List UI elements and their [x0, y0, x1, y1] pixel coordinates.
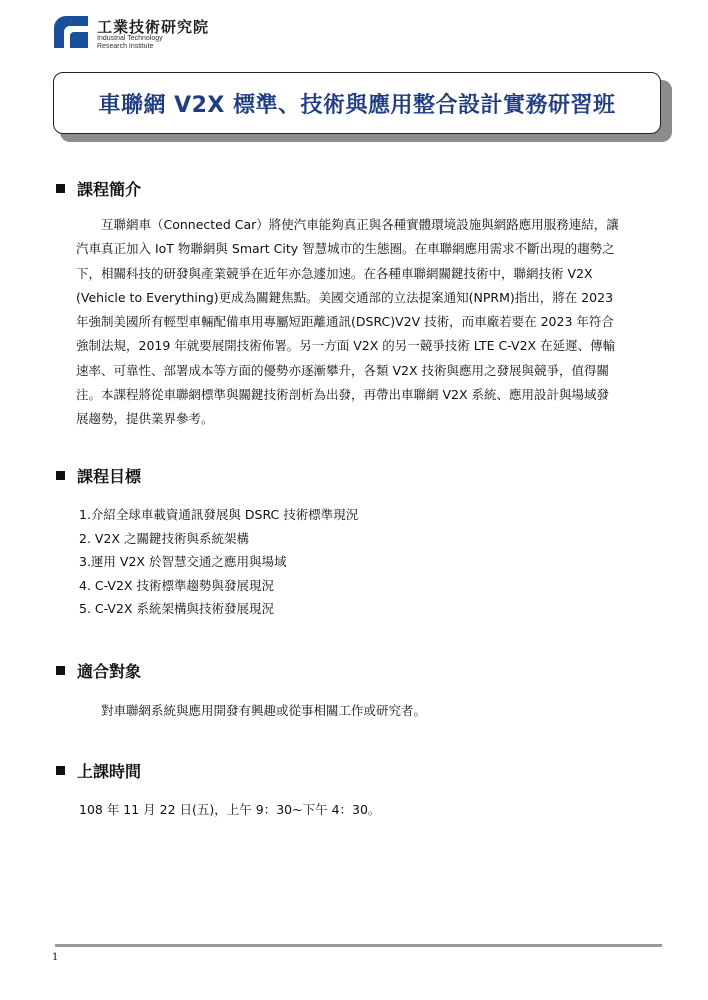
goal-item: 3.運用 V2X 於智慧交通之應用與場域 — [79, 554, 287, 569]
intro-line: 展趨勢，提供業界參考。 — [76, 411, 214, 427]
section-heading-text: 課程簡介 — [77, 180, 142, 199]
logo-name-zh: 工業技術研究院 — [97, 18, 210, 36]
goal-item: 1.介紹全球車載資通訊發展與 DSRC 技術標準現況 — [79, 507, 359, 522]
intro-line: 互聯網車（Connected Car）將使汽車能夠真正與各種實體環境設施與網路應用服務連結，讓 — [101, 217, 619, 232]
intro-line: 速率、可靠性、部署成本等方面的優勢亦逐漸攀升，各類 V2X 技術與應用之發展與競爭，值得關 — [76, 362, 610, 378]
page-number: 1 — [52, 952, 59, 963]
square-bullet-icon — [56, 666, 65, 675]
schedule-text: 108 年 11 月 22 日(五)，上午 9：30~下午 4：30。 — [79, 802, 381, 817]
goal-item: 5. C-V2X 系統架構與技術發展現況 — [79, 601, 274, 616]
itri-logo-icon — [54, 16, 88, 48]
intro-paragraph — [76, 213, 654, 432]
footer-divider — [55, 944, 662, 947]
section-heading-intro — [56, 177, 141, 200]
intro-line: 年強制美國所有輕型車輛配備車用專屬短距離通訊(DSRC)V2V 技術，而車廠若要在 2023 年符合 — [76, 314, 614, 330]
intro-line: 下，相關科技的研發與產業競爭在近年亦急遽加速。在各種車聯網關鍵技術中，聯網技術 V2X — [76, 265, 593, 281]
logo-name-en-line1: Industrial Technology — [97, 35, 163, 42]
section-heading-text: 適合對象 — [77, 662, 142, 681]
square-bullet-icon — [56, 184, 65, 193]
section-heading-text: 課程目標 — [77, 467, 142, 486]
logo-name-en-line2: Research Institute — [97, 43, 154, 50]
square-bullet-icon — [56, 766, 65, 775]
goal-item: 2. V2X 之關鍵技術與系統架構 — [79, 530, 249, 546]
intro-line: 注。本課程將從車聯網標準與關鍵技術剖析為出發，再帶出車聯網 V2X 系統、應用設計與場域發 — [76, 387, 610, 403]
section-heading-text: 上課時間 — [77, 762, 142, 781]
intro-line: 強制法規，2019 年就要展開技術佈署。另一方面 V2X 的另一競爭技術 LTE C-V2X 在延遲、傳輸 — [76, 338, 616, 354]
section-heading-audience — [56, 659, 141, 682]
audience-text: 對車聯網系統與應用開發有興趣或從事相關工作或研究者。 — [101, 703, 427, 718]
intro-line: 汽車真正加入 IoT 物聯網與 Smart City 智慧城市的生態圈。在車聯網應用需求不斷出現的趨勢之 — [76, 241, 615, 257]
section-heading-schedule — [56, 759, 141, 782]
itri-logo — [54, 16, 210, 52]
square-bullet-icon — [56, 471, 65, 480]
page-title: 車聯網 V2X 標準、技術與應用整合設計實務研習班 — [98, 92, 616, 118]
goal-item: 4. C-V2X 技術標準趨勢與發展現況 — [79, 577, 274, 593]
title-box — [53, 72, 661, 134]
section-heading-goals — [56, 464, 141, 487]
goals-list — [79, 503, 358, 621]
intro-line: (Vehicle to Everything)更成為關鍵焦點。美國交通部的立法提案通知(NPRM)指出，將在 2023 — [76, 289, 614, 305]
